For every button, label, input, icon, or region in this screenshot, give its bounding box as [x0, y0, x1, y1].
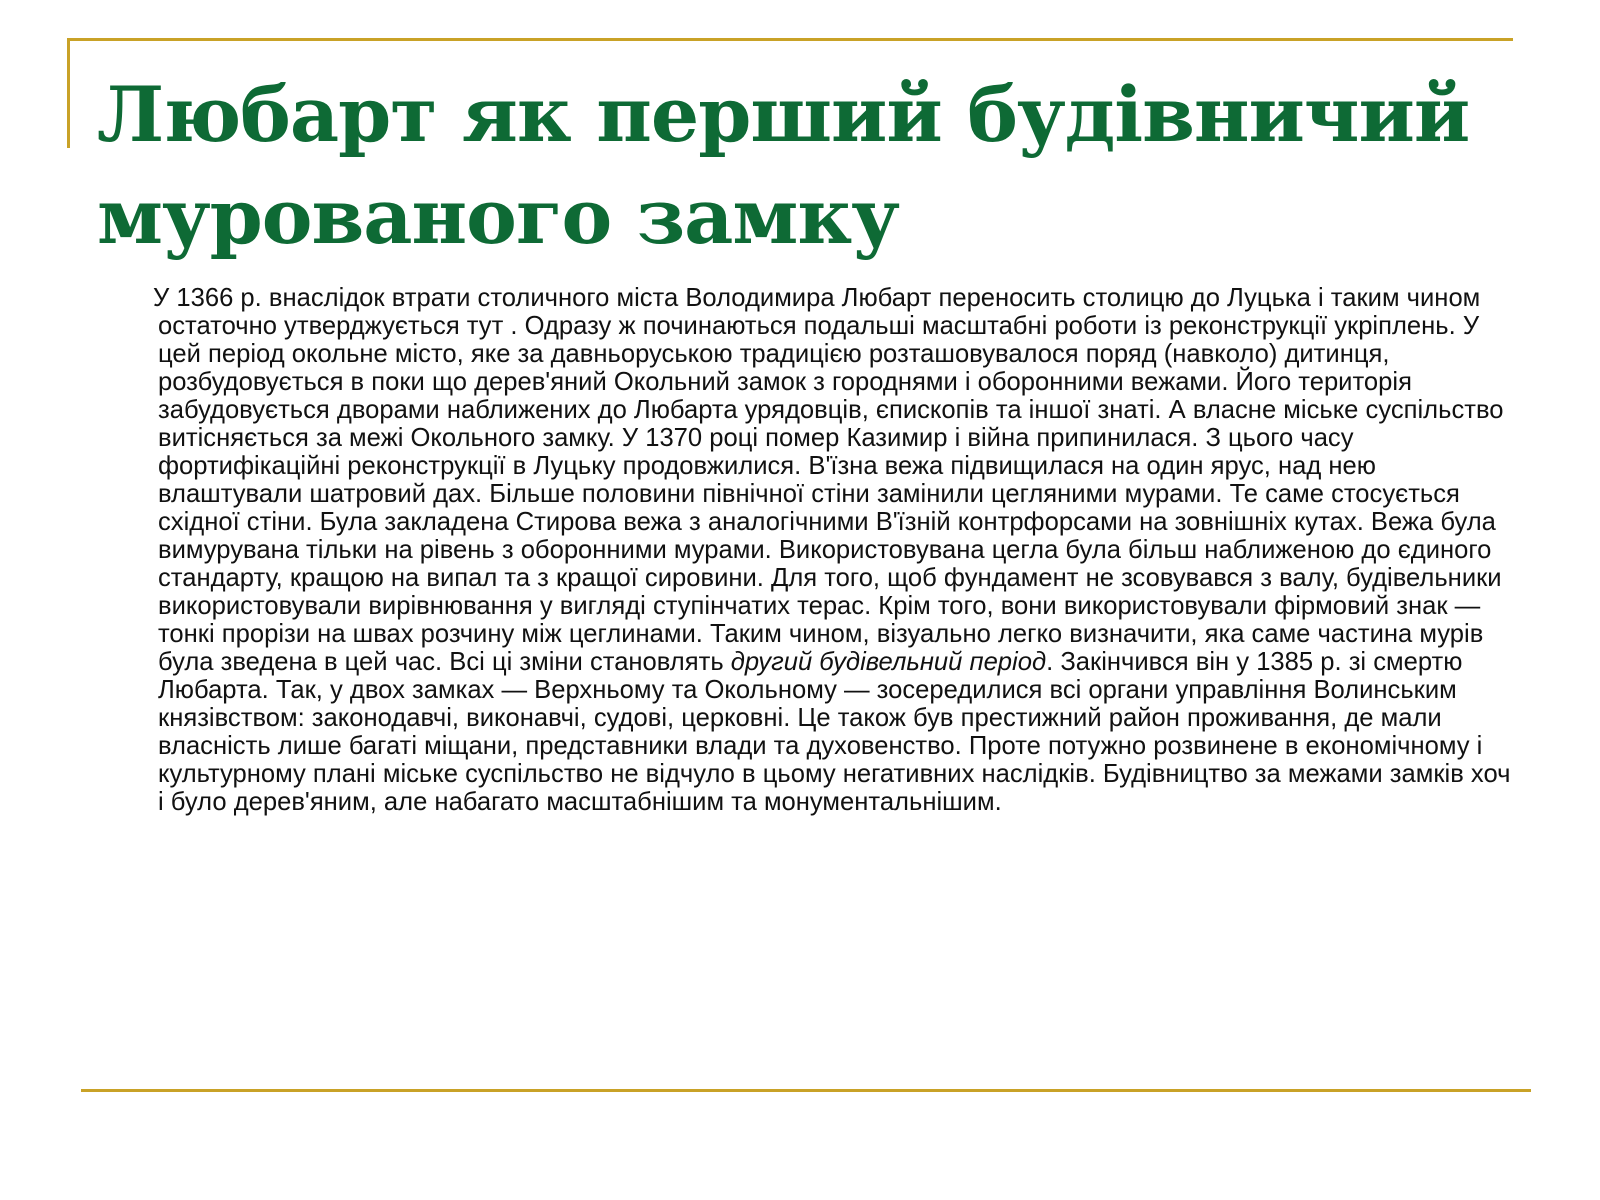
body-text-italic: другий будівельний період [730, 648, 1047, 676]
left-rule [67, 38, 70, 148]
body-text-part-2: . Закінчився він у 1385 р. зі смертю Любарта. Так, у двох замках — Верхньому та Окольному — зосередилися всі органи управління Волинським князівством: законодавчі, виконавчі, судові, церковні. Це також був престижний район проживання, де мали власність лише багаті міщани, представники влади та духовенство. Проте потужно розвинене в економічному і культурному плані міське суспільство не відчуло в цьому негативних наслідків. Будівництво за межами замків хоч і було дерев'яним, але набагато масштабнішим та монументальнішим. [158, 648, 1511, 816]
body-text-part-1: У 1366 р. внаслідок втрати столичного міста Володимира Любарт переносить столицю до Луцька і таким чином остаточно утверджується тут . Одразу ж починаються подальші масштабні роботи із реконструкції укріплень. У цей період окольне місто, яке за давньоруською традицією розташовувалося поряд (навколо) дитинця, розбудовується в поки що дерев'яний Окольний замок з городнями і оборонними вежами. Його територія забудовується дворами наближених до Любарта урядовців, єпископів та іншої знаті. А власне міське суспільство витісняється за межі Окольного замку. У 1370 році помер Казимир і війна припинилася. З цього часу фортифікаційні реконструкції в Луцьку продовжилися. В'їзна вежа підвищилася на один ярус, над нею влаштували шатровий дах. Більше половини північної стіни замінили цегляними мурами. Те саме стосується східної стіни. Була закладена Стирова вежа з аналогічними В'їзній контрфорсами на зовнішніх кутах. Вежа була вимурувана тільки на рівень з оборонними мурами. Використовувана цегла була більш наближеною до єдиного стандарту, кращою на випал та з кращої сировини. Для того, щоб фундамент не зсовувався з валу, будівельники використовували вирівнювання у вигляді ступінчатих терас. Крім того, вони використовували фірмовий знак — тонкі прорізи на швах розчину між цеглинами. Таким чином, візуально легко визначити, яка саме частина мурів була зведена в цей час. Всі ці зміни становлять [153, 284, 1504, 676]
slide-body [153, 284, 1518, 816]
slide-title: Любарт як перший будівничий мурованого замку [97, 70, 1470, 261]
top-rule [67, 38, 1513, 41]
bottom-rule [81, 1089, 1531, 1092]
